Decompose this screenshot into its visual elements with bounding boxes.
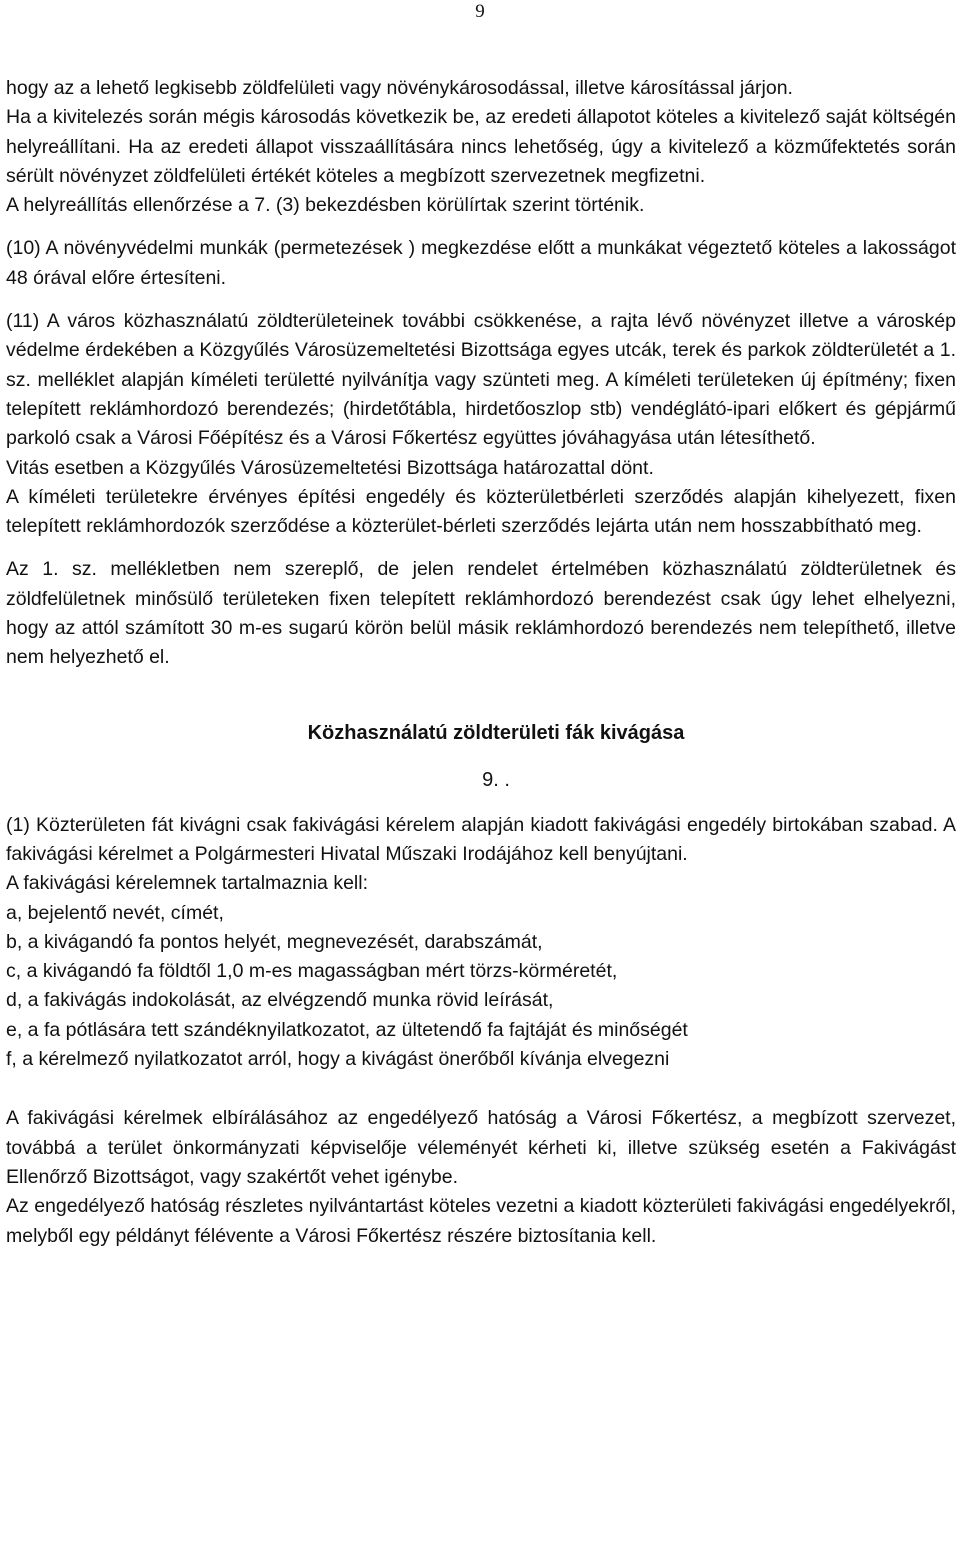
paragraph-restoration-check: A helyreállítás ellenőrzése a 7. (3) bekezdésben körülírtak szerint történik.: [6, 194, 645, 217]
list-item: e, a fa pótlására tett szándéknyilatkozatot, az ültetendő fa fajtáját és minőségét: [6, 1018, 688, 1041]
list-item: c, a kivágandó fa földtől 1,0 m-es magasságban mért törzs-körméretét,: [6, 960, 618, 983]
list-item: d, a fakivágás indokolását, az elvégzendő munka rövid leírását,: [6, 989, 554, 1012]
section-number: 9. .: [482, 768, 510, 791]
document-body: [6, 74, 956, 1251]
list-item: a, bejelentő nevét, címét,: [6, 901, 224, 924]
paragraph-tree-felling: (1) Közterületen fát kivágni csak fakivágási kérelem alapján kiadott fakivágási engedély birtokában szabad. A fakivágási kérelmet a Polgármesteri Hivatal Műszaki Irodájához kell benyújtani.: [6, 813, 956, 865]
paragraph-evaluation: A fakivágási kérelmek elbírálásához az engedélyező hatóság a Városi Főkertész, a megbízott szervezet, továbbá a terület önkormányzati képviselője véleményét kérheti ki, illetve szükség esetén a Fakivágást Ellenőrző Bizottságot, vagy szakértőt vehet igénybe.: [6, 1107, 956, 1188]
paragraph-10: (10) A növényvédelmi munkák (permetezések ) megkezdése előtt a munkákat végeztető köteles a lakosságot 48 órával előre értesíteni.: [6, 237, 956, 289]
list-item: f, a kérelmező nyilatkozatot arról, hogy a kivágást önerőből kívánja elvegezni: [6, 1048, 670, 1071]
paragraph-permits: A kíméleti területekre érvényes építési engedély és közterületbérleti szerződés alapján kihelyezett, fixen telepített reklámhordozók szerződése a közterület-bérleti szerződés lejárta után nem hosszabbítható meg.: [6, 485, 956, 538]
paragraph-continuation: hogy az a lehető legkisebb zöldfelületi vagy növénykárosodással, illetve károsítással járjon.: [6, 77, 793, 99]
paragraph-annex: Az 1. sz. mellékletben nem szereplő, de jelen rendelet értelmében közhasználatú zöldterületnek és zöldfelületnek minősülő területeken fixen telepített reklámhordozó berendezést csak úgy lehet elhelyezni, hogy az attól számított 30 m-es sugarú körön belül másik reklámhordozó berendezés nem telepíthető, illetve nem helyezhető el.: [6, 558, 956, 669]
section-heading: Közhasználatú zöldterületi fák kivágása: [307, 721, 685, 744]
list-intro: A fakivágási kérelemnek tartalmaznia kell:: [6, 872, 368, 895]
list-item: b, a kivágandó fa pontos helyét, megnevezését, darabszámát,: [6, 930, 543, 953]
paragraph-11: (11) A város közhasználatú zöldterületeinek további csökkenése, a rajta lévő növényzet illetve a városkép védelme érdekében a Közgyűlés Városüzemeltetési Bizottsága egyes utcák, terek és parkok zöldterületét a 1. sz. melléklet alapján kíméleti területté nyilvánítja vagy szünteti meg. A kíméleti területeken új építmény; fixen telepített reklámhordozó berendezés; (hirdetőtábla, hirdetőoszlop stb) vendéglátó-ipari előkert és gépjármű parkoló csak a Városi Főépítész és a Városi Főkertész együttes jóváhagyása után létesíthető.: [6, 310, 956, 450]
paragraph-registry: Az engedélyező hatóság részletes nyilvántartást köteles vezetni a kiadott közterületi fakivágási engedélyekről, melyből egy példányt félévente a Városi Főkertész részére biztosítania kell.: [6, 1195, 956, 1247]
paragraph-dispute: Vitás esetben a Közgyűlés Városüzemeltetési Bizottsága határozattal dönt.: [6, 456, 654, 479]
page-number: 9: [475, 1, 485, 22]
paragraph-restoration: Ha a kivitelezés során mégis károsodás következik be, az eredeti állapotot köteles a kivitelező saját költségén helyreállítani. Ha az eredeti állapot visszaállítására nincs lehetőség, úgy a kivitelező a közműfektetés során sérült növényzet zöldfelületi értékét köteles a megbízott szervezetnek megfizetni.: [6, 106, 956, 187]
